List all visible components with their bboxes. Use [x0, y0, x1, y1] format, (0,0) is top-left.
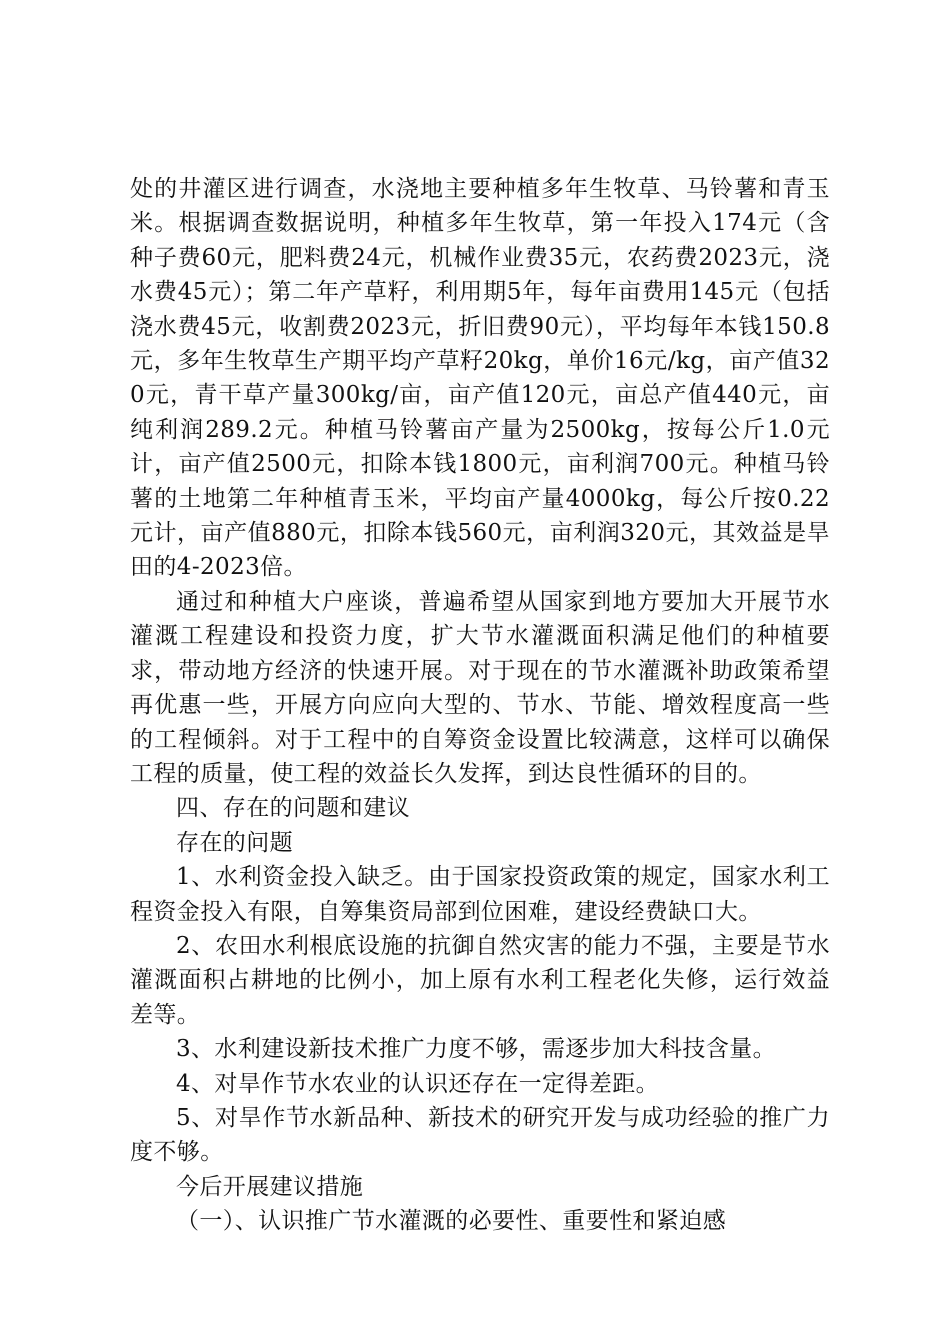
problem-item-5: 5、对旱作节水新品种、新技术的研究开发与成功经验的推广力度不够。: [130, 1104, 830, 1166]
subheading-future-measures: 今后开展建议措施: [176, 1173, 364, 1200]
subheading-existing-problems: 存在的问题: [176, 829, 293, 856]
problem-item-2: 2、农田水利根底设施的抗御自然灾害的能力不强，主要是节水灌溉面积占耕地的比例小，加上原有水利工程老化失修，运行效益差等。: [130, 932, 830, 1028]
problem-item-3: 3、水利建设新技术推广力度不够，需逐步加大科技含量。: [176, 1036, 777, 1063]
measure-item-1-heading: （一）、认识推广节水灌溉的必要性、重要性和紧迫感: [176, 1208, 727, 1235]
document-page: [130, 172, 830, 1239]
problem-item-4: 4、对旱作节水农业的认识还存在一定得差距。: [176, 1070, 660, 1097]
paragraph-farmer-feedback: 通过和种植大户座谈，普遍希望从国家到地方要加大开展节水灌溉工程建设和投资力度，扩大节水灌溉面积满足他们的种植要求，带动地方经济的快速开展。对于现在的节水灌溉补助政策希望再优惠一些，开展方向应向大型的、节水、节能、增效程度高一些的工程倾斜。对于工程中的自筹资金设置比较满意，这样可以确保工程的质量，使工程的效益长久发挥，到达良性循环的目的。: [130, 588, 830, 787]
paragraph-survey-results: 处的井灌区进行调查，水浇地主要种植多年生牧草、马铃薯和青玉米。根据调查数据说明，种植多年生牧草，第一年投入174元（含种子费60元，肥料费24元，机械作业费35元，农药费2023元，浇水费45元）；第二年产草籽，利用期5年，每年亩费用145元（包括浇水费45元，收割费2023元，折旧费90元），平均每年本钱150.8元，多年生牧草生产期平均产草籽20kg，单价16元/kg，亩产值320元，青干草产量300kg/亩，亩产值120元，亩总产值440元，亩纯利润289.2元。种植马铃薯亩产量为2500kg，按每公斤1.0元计，亩产值2500元，扣除本钱1800元，亩利润700元。种植马铃薯的土地第二年种植青玉米，平均亩产量4000kg，每公斤按0.22元计，亩产值880元，扣除本钱560元，亩利润320元，其效益是旱田的4-2023倍。: [130, 176, 830, 581]
section-heading-problems-and-suggestions: 四、存在的问题和建议: [176, 795, 410, 822]
problem-item-1: 1、水利资金投入缺乏。由于国家投资政策的规定，国家水利工程资金投入有限，自筹集资局部到位困难，建设经费缺口大。: [130, 864, 830, 925]
